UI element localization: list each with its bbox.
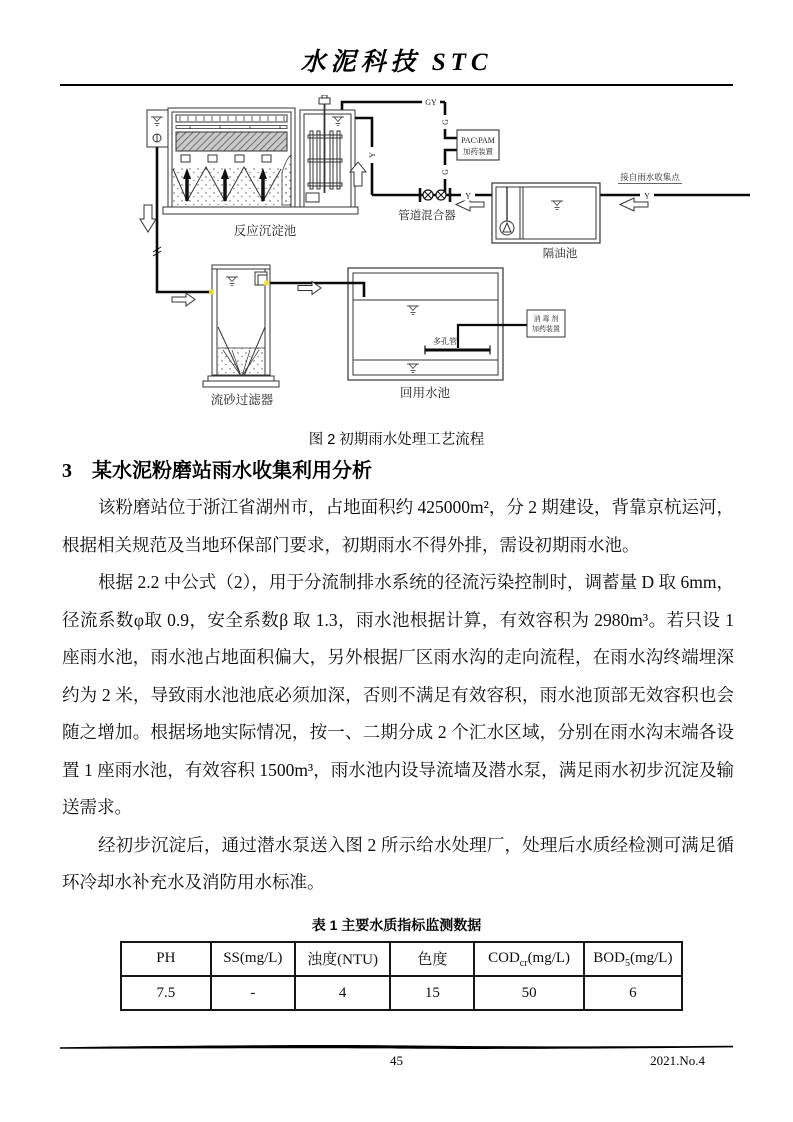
footer bbox=[60, 1053, 733, 1073]
journal-title: 水泥科技 STC bbox=[300, 49, 493, 76]
header-rule bbox=[60, 84, 733, 86]
table-header-cell-turbidity: 浊度(NTU) bbox=[295, 942, 390, 976]
table-value-bod: 6 bbox=[584, 976, 682, 1010]
tag-gy: GY bbox=[425, 98, 437, 107]
disinfectant-label-line1: 消 毒 剂 bbox=[533, 315, 559, 323]
body-text bbox=[62, 489, 734, 902]
label-reaction-tank: 反应沉淀池 bbox=[233, 224, 297, 238]
table-header-cell-ss: SS(mg/L) bbox=[211, 942, 295, 976]
page-number: 45 bbox=[390, 1053, 403, 1068]
table-header-row bbox=[121, 942, 682, 976]
section-number: 3 bbox=[62, 460, 72, 482]
water-quality-table bbox=[120, 941, 683, 1011]
table-value-ss: - bbox=[211, 976, 295, 1010]
label-perforated-pipe: 多孔管 bbox=[433, 337, 457, 346]
inlet-note-text: 接自雨水收集点 bbox=[620, 172, 680, 182]
label-oil-separator: 隔油池 bbox=[542, 248, 578, 260]
paragraph: 该粉磨站位于浙江省湖州市，占地面积约 425000m²，分 2 期建设，背靠京杭运河，根据相关规范及当地环保部门要求，初期雨水不得外排，需设初期雨水池。 bbox=[62, 497, 734, 555]
paragraph: 经初步沉淀后，通过潜水泵送入图 2 所示给水处理厂，处理后水质经检测可满足循环冷却水补充水及消防用水标准。 bbox=[62, 834, 734, 892]
table-value-ph: 7.5 bbox=[121, 976, 211, 1010]
paragraph: 根据 2.2 中公式（2），用于分流制排水系统的径流污染控制时，调蓄量 D 取 6mm，径流系数φ取 0.9，安全系数β 取 1.3，雨水池根据计算，有效容积为 2980m³。若只设 1 座雨水池，雨水池占地面积偏大，另外根据厂区雨水沟的走向流程，在雨水沟终端埋深约为 2 米，导致雨水池池底必须加深，否则不满足有效容积，雨水池顶部无效容积也会随之增加。根据场地实际情况，按一、二期分成 2 个汇水区域，分别在雨水沟末端各设置 1 座雨水池，有效容积 1500m³，雨水池内设导流墙及潜水泵，满足雨水初步沉淀及输送需求。 bbox=[62, 572, 734, 817]
disinfectant-label-line2: 加药装置 bbox=[532, 325, 560, 333]
section-title: 某水泥粉磨站雨水收集利用分析 bbox=[92, 460, 372, 482]
tag-y-inlet: Y bbox=[644, 191, 650, 201]
flow-arrow-right-to-filter bbox=[172, 293, 195, 306]
table-header-cell-color: 色度 bbox=[390, 942, 474, 976]
mixing-compartment bbox=[300, 95, 355, 207]
table-caption: 表 1 主要水质指标监测数据 bbox=[311, 917, 482, 933]
pac-pam-label-line2: 加药装置 bbox=[463, 147, 493, 156]
table-header-cell-cod: $COD_{cr}(mg/L)$ bbox=[474, 942, 583, 976]
tag-y-riser: Y bbox=[368, 152, 377, 158]
section-heading bbox=[62, 454, 734, 483]
inlet-note bbox=[618, 172, 682, 184]
tag-y-mid: Y bbox=[465, 191, 471, 201]
tag-g-upper: G bbox=[441, 119, 450, 125]
table-value-cod: 50 bbox=[474, 976, 583, 1010]
tag-g-lower: G bbox=[441, 169, 450, 175]
flow-arrow-down bbox=[140, 205, 156, 232]
label-pipe-mixer: 管道混合器 bbox=[398, 210, 456, 222]
table-value-turbidity: 4 bbox=[295, 976, 390, 1010]
table-value-color: 15 bbox=[390, 976, 474, 1010]
pac-pam-label-line1: PAC\PAM bbox=[461, 136, 495, 145]
figure-caption: 图 2 初期雨水处理工艺流程 bbox=[308, 432, 485, 448]
oil-separator-tank bbox=[492, 183, 600, 243]
pac-pam-dosing-box bbox=[457, 130, 499, 160]
table-header-cell-ph: PH bbox=[121, 942, 211, 976]
table-header-cell-bod: $BOD_5(mg/L)$ bbox=[584, 942, 682, 976]
label-reuse-tank: 回用水池 bbox=[399, 386, 451, 400]
process-flow-diagram bbox=[60, 95, 760, 430]
label-sand-filter: 流砂过滤器 bbox=[210, 393, 274, 407]
issue-number: 2021.No.4 bbox=[650, 1053, 705, 1068]
table-value-row bbox=[121, 976, 682, 1010]
